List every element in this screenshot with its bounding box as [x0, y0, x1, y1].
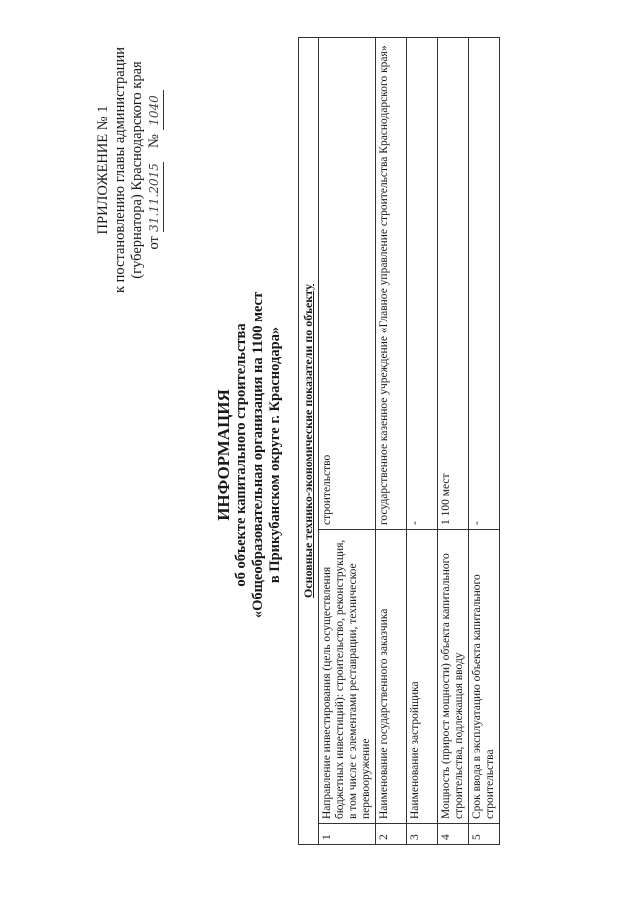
appendix-line-2: к постановлению главы администрации — [112, 46, 128, 294]
row-number: 5 — [469, 824, 500, 845]
row-name: Направление инвестирования (цель осуществления бюджетных инвестиций): строительство, реконструкция, в том числе с элементами реставрации, техническое перевооружение — [319, 530, 376, 824]
row-value: 1 100 мест — [438, 38, 469, 530]
heading-line-4: в Прикубанском округе г. Краснодара» — [267, 326, 283, 584]
table-row — [407, 38, 438, 845]
row-name: Мощность (прирост мощности) объекта капитального строительства, подлежащая вводу — [438, 530, 469, 824]
table-row — [469, 38, 500, 845]
row-number: 1 — [319, 824, 376, 845]
indicators-table — [298, 37, 500, 845]
heading-line-2: об объекте капитального строительства — [233, 323, 249, 587]
appendix-number-label: № — [146, 134, 162, 148]
appendix-line-3: (губернатора) Краснодарского края — [129, 61, 145, 279]
row-value: строительство — [319, 38, 376, 530]
table-row — [319, 38, 376, 845]
heading-main: ИНФОРМАЦИЯ — [214, 389, 233, 521]
appendix-number: 1040 — [146, 91, 164, 131]
row-name: Наименование застройщика — [407, 530, 438, 824]
document-heading — [215, 205, 284, 705]
row-number: 3 — [407, 824, 438, 845]
appendix-title: ПРИЛОЖЕНИЕ № 1 — [95, 105, 111, 235]
appendix-block — [95, 20, 164, 320]
table-header-row — [299, 38, 319, 845]
row-value: - — [469, 38, 500, 530]
heading-line-3: «Общеобразовательная организация на 1100 мест — [250, 291, 266, 619]
table-row — [376, 38, 407, 845]
table-header-text: Основные технико-экономические показатели по объекту — [301, 284, 315, 598]
row-number: 2 — [376, 824, 407, 845]
row-number: 4 — [438, 824, 469, 845]
appendix-date: 31.11.2015 — [146, 162, 164, 232]
row-name: Наименование государственного заказчика — [376, 530, 407, 824]
row-value: - — [407, 38, 438, 530]
row-name: Срок ввода в эксплуатацию объекта капитального строительства — [469, 530, 500, 824]
table-header — [299, 38, 319, 845]
appendix-from-label: от — [146, 236, 162, 250]
table-row — [438, 38, 469, 845]
appendix-date-line — [146, 20, 164, 320]
row-value: государственное казенное учреждение «Главное управление строительства Краснодарского края» — [376, 38, 407, 530]
